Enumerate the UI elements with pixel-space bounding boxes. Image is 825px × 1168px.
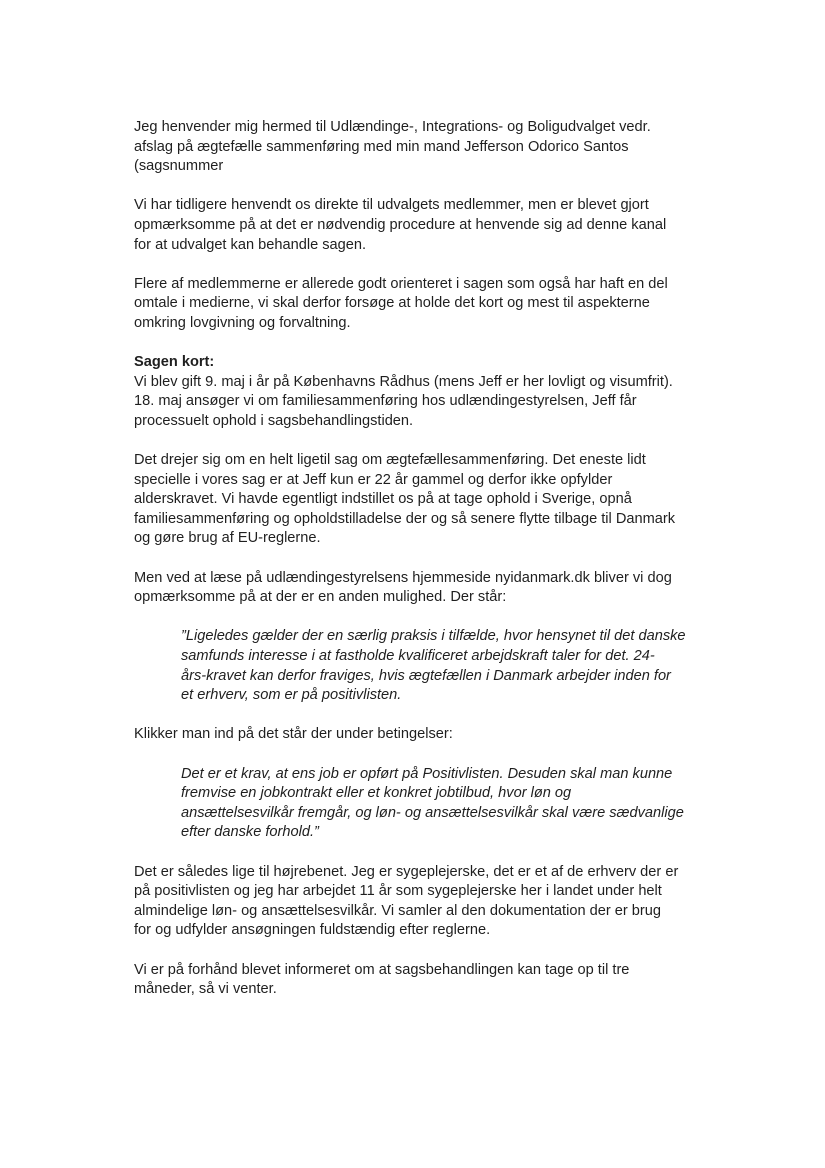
paragraph-conditions-intro (134, 725, 694, 745)
section-heading: Sagen kort: (134, 354, 215, 371)
paragraph-age-requirement (134, 451, 694, 549)
quote-line: et erhverv, som er på positivlisten. (181, 687, 402, 704)
paragraph-waiting (134, 961, 694, 1000)
text-line: Vi har tidligere henvendt os direkte til udvalgets medlemmer, men er blevet gjort (134, 197, 649, 214)
text-line: omtale i medierne, vi skal derfor forsøge at holde det kort og mest til aspekterne (134, 295, 650, 312)
block-quote-conditions (134, 765, 694, 843)
paragraph-website (134, 569, 694, 608)
text-line: og gøre brug af EU-reglerne. (134, 530, 321, 547)
text-line: måneder, så vi venter. (134, 981, 277, 998)
quote-line: fremvise en jobkontrakt eller et konkret jobtilbud, hvor løn og (181, 785, 572, 802)
text-line: afslag på ægtefælle sammenføring med min mand Jefferson Odorico Santos (134, 138, 629, 155)
block-quote-practice (134, 627, 694, 705)
text-line: 18. maj ansøger vi om familiesammenføring hos udlændingestyrelsen, Jeff får (134, 393, 637, 410)
paragraph-media (134, 275, 694, 334)
quote-line: ”Ligeledes gælder der en særlig praksis i tilfælde, hvor hensynet til det danske (181, 628, 686, 645)
letter-body (134, 118, 694, 1019)
quote-line: års-kravet kan derfor fraviges, hvis ægtefællen i Danmark arbejder inden for (181, 667, 671, 684)
text-line: Jeg henvender mig hermed til Udlændinge-, Integrations- og Boligudvalget vedr. (134, 119, 651, 135)
text-line: opmærksomme på at der er en anden mulighed. Der står: (134, 589, 507, 606)
text-line: alderskravet. Vi havde egentligt indstillet os på at tage ophold i Sverige, opnå (134, 491, 632, 508)
quote-line: ansættelsesvilkår fremgår, og løn- og ansættelsesvilkår skal være sædvanlige (181, 804, 684, 821)
text-line: Det er således lige til højrebenet. Jeg er sygeplejerske, det er et af de erhverv der er (134, 863, 679, 880)
text-line: specielle i vores sag er at Jeff kun er 22 år gammel og derfor ikke opfylder (134, 471, 613, 488)
text-line: opmærksomme på at det er nødvendig procedure at henvende sig ad denne kanal (134, 216, 667, 233)
text-line: Flere af medlemmerne er allerede godt orienteret i sagen som også har haft en del (134, 275, 668, 292)
text-line: (sagsnummer (134, 158, 224, 175)
text-line: Det drejer sig om en helt ligetil sag om ægtefællesammenføring. Det eneste lidt (134, 452, 646, 469)
text-line: almindelige løn- og ansættelsesvilkår. Vi samler al den dokumentation der er brug (134, 902, 661, 919)
paragraph-intro (134, 118, 694, 177)
text-line: processuelt ophold i sagsbehandlingstiden. (134, 412, 414, 429)
text-line: Vi er på forhånd blevet informeret om at sagsbehandlingen kan tage op til tre (134, 961, 630, 978)
text-line: for at udvalget kan behandle sagen. (134, 236, 367, 253)
paragraph-prior-contact (134, 196, 694, 255)
text-line: omkring lovgivning og forvaltning. (134, 314, 351, 331)
text-line: familiesammenføring og opholdstilladelse der og så senere flytte tilbage til Danmark (134, 510, 676, 527)
quote-line: efter danske forhold.” (181, 824, 319, 841)
text-line: Men ved at læse på udlændingestyrelsens hjemmeside nyidanmark.dk bliver vi dog (134, 569, 672, 586)
quote-line: Det er et krav, at ens job er opført på Positivlisten. Desuden skal man kunne (181, 765, 673, 782)
text-line: Klikker man ind på det står der under betingelser: (134, 726, 453, 743)
text-line: Vi blev gift 9. maj i år på Københavns Rådhus (mens Jeff er her lovligt og visumfrit). (134, 373, 673, 390)
text-line: for og udfylder ansøgningen fuldstændig efter reglerne. (134, 922, 491, 939)
quote-line: samfunds interesse i at fastholde kvalificeret arbejdskraft taler for det. 24- (181, 648, 655, 665)
text-line: på positivlisten og jeg har arbejdet 11 år som sygeplejerske her i landet under helt (134, 883, 662, 900)
paragraph-nurse (134, 863, 694, 941)
paragraph-case-summary (134, 353, 694, 431)
